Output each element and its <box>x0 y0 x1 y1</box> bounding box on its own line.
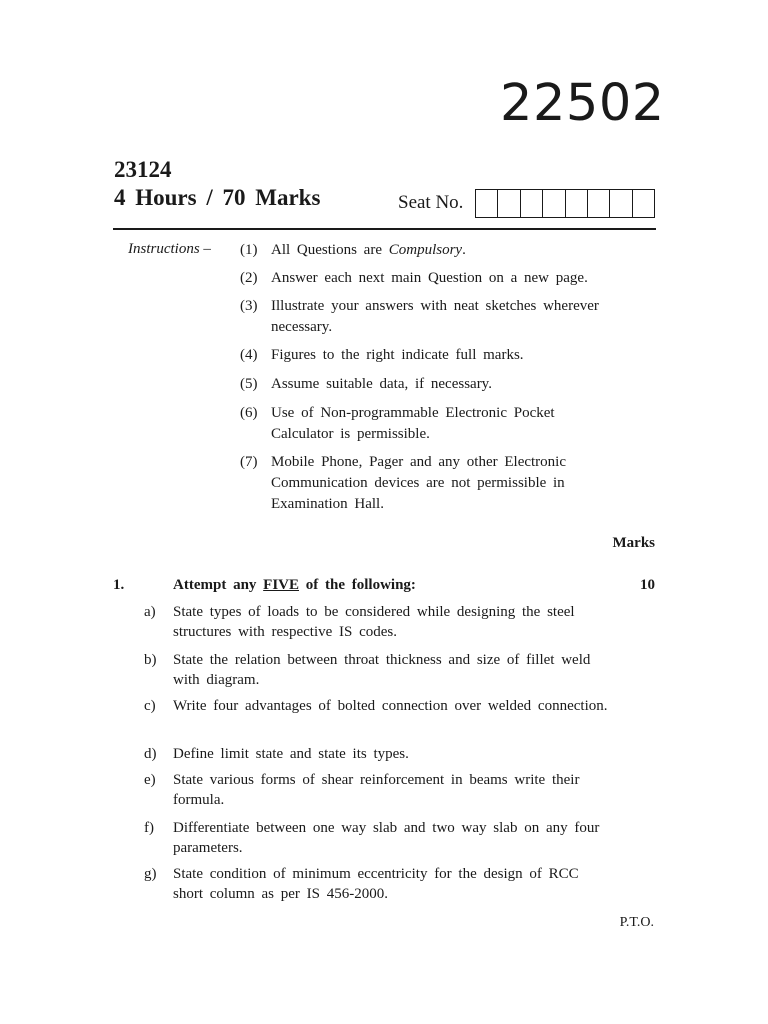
question-sub-item <box>144 770 614 810</box>
instruction-text: Assume suitable data, if necessary. <box>271 376 492 392</box>
instruction-number: (7) <box>240 454 258 470</box>
sub-item-label: g) <box>144 866 157 882</box>
instructions-dash: – <box>203 241 211 257</box>
instruction-text: Mobile Phone, Pager and any other Electronic Communication devices are not permissible in Examination Hall. <box>271 454 567 512</box>
question-sub-item <box>144 696 614 716</box>
instruction-text: Illustrate your answers with neat sketches wherever necessary. <box>271 298 599 335</box>
question-sub-item <box>144 818 614 858</box>
question-sub-item <box>144 864 614 904</box>
header-divider <box>113 228 656 230</box>
sub-item-label: e) <box>144 772 156 788</box>
marks-column-heading: Marks <box>612 535 655 551</box>
instruction-text: Answer each next main Question on a new page. <box>271 270 588 286</box>
question-text-part: Attempt any <box>173 577 264 593</box>
instructions-title <box>128 241 211 258</box>
seat-box[interactable] <box>543 190 565 217</box>
sub-item-text: Define limit state and state its types. <box>173 746 409 762</box>
instruction-emphasis: Compulsory <box>388 242 463 258</box>
paper-code: 22502 <box>500 74 665 133</box>
sub-item-label: f) <box>144 820 154 836</box>
question-sub-item <box>144 650 614 690</box>
question-sub-item <box>144 744 614 764</box>
instruction-item <box>240 452 610 515</box>
instruction-text <box>271 240 640 261</box>
duration-marks: 4 Hours / 70 Marks <box>114 185 321 210</box>
question-text-part: of the following: <box>299 577 416 593</box>
seat-number-label: Seat No. <box>398 192 464 213</box>
instruction-text: Figures to the right indicate full marks. <box>271 347 524 363</box>
seat-box[interactable] <box>498 190 520 217</box>
instruction-item <box>240 296 632 338</box>
question-marks: 10 <box>640 577 655 593</box>
instruction-item <box>240 345 640 366</box>
instruction-item <box>240 374 640 395</box>
question-number: 1. <box>113 577 125 593</box>
instruction-text-part: . <box>462 242 466 258</box>
sub-item-label: c) <box>144 698 156 714</box>
instruction-item <box>240 403 610 445</box>
seat-box[interactable] <box>476 190 498 217</box>
sub-item-text: Differentiate between one way slab and two way slab on any four parameters. <box>173 820 600 856</box>
instruction-text-part: All Questions are <box>271 242 389 258</box>
sub-item-text: State condition of minimum eccentricity for the design of RCC short column as per IS 456-2000. <box>173 866 579 902</box>
instruction-number: (5) <box>240 376 258 392</box>
sub-item-label: a) <box>144 604 156 620</box>
instruction-item <box>240 268 640 289</box>
instruction-number: (3) <box>240 298 258 314</box>
seat-box[interactable] <box>566 190 588 217</box>
seat-box[interactable] <box>633 190 654 217</box>
subject-code: 23124 <box>114 157 172 182</box>
seat-box[interactable] <box>521 190 543 217</box>
sub-item-text: State the relation between throat thickness and size of fillet weld with diagram. <box>173 652 591 688</box>
instruction-number: (2) <box>240 270 258 286</box>
sub-item-text: State various forms of shear reinforcement in beams write their formula. <box>173 772 580 808</box>
question-emphasis: FIVE <box>263 577 299 593</box>
instruction-number: (4) <box>240 347 258 363</box>
page-turn-over: P.T.O. <box>619 915 654 930</box>
sub-item-label: d) <box>144 746 157 762</box>
sub-item-label: b) <box>144 652 157 668</box>
instruction-item <box>240 240 640 261</box>
question-text <box>173 577 416 594</box>
sub-item-text: Write four advantages of bolted connection over welded connection. <box>173 698 608 714</box>
seat-box[interactable] <box>610 190 632 217</box>
instruction-text: Use of Non-programmable Electronic Pocket Calculator is permissible. <box>271 405 555 442</box>
question-sub-item <box>144 602 614 642</box>
instructions-title-text: Instructions <box>128 241 200 257</box>
instruction-number: (1) <box>240 242 258 258</box>
instruction-number: (6) <box>240 405 258 421</box>
seat-number-boxes[interactable] <box>475 189 655 218</box>
sub-item-text: State types of loads to be considered while designing the steel structures with respective IS codes. <box>173 604 575 640</box>
seat-box[interactable] <box>588 190 610 217</box>
